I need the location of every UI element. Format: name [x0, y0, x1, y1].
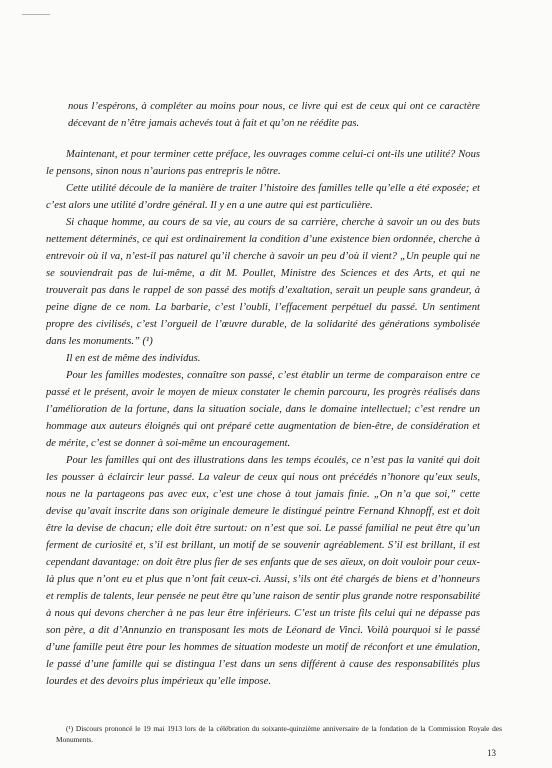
footnote: (¹) Discours prononcé le 19 mai 1913 lors de la célébration du soixante-quinzième anniversaire de la fondation de la Commission Royale des Monuments. [56, 724, 502, 744]
paragraph-utility-question: Maintenant, et pour terminer cette préface, les ouvrages comme celui-ci ont-ils une utilité? Nous le pensons, sinon nous n’aurions pas entrepris le nôtre. [46, 149, 480, 177]
scan-mark [22, 14, 50, 15]
paragraph-individuals: Il en est de même des individus. [66, 353, 201, 364]
paragraph-utility-general: Cette utilité découle de la manière de traiter l’histoire des familles telle qu’elle a été exposée; et c’est alors une utilité d’ordre général. Il y en a une autre qui est particulière. [46, 183, 480, 211]
page-number: 13 [487, 748, 496, 758]
paragraph-modest-families: Pour les familles modestes, connaître son passé, c’est établir un terme de comparaison entre ce passé et le présent, avoir le moyen de mieux constater le chemin parcouru, les progrès réalisés dans l’amélioration de la fortune, dans la situation sociale, dans le domaine intellectuel; c’est rendre un hommage aux auteurs éloignés qui ont préparé cette augmentation de bien-être, de considération et de mérite, c’est se donner à soi-même un encouragement. [46, 370, 480, 449]
paragraph-illustrious-families: Pour les familles qui ont des illustrations dans les temps écoulés, ce n’est pas la vanité qui doit les pousser à éclaircir leur passé. La valeur de ceux qui nous ont précédés n’honore qu’eux seuls, nous ne la partageons pas avec eux, c’est une chose à tout jamais finie. „On n’a que soi,” cette devise qu’avait inscrite dans son originale demeure le distingué peintre Fernand Khnopff, est et doit être la devise de chacun; elle doit être surtout: on n’est que soi. Le passé familial ne peut être qu’un ferment de curiosité et, s’il est brillant, un motif de se souvenir agréablement. S’il est brillant, il est cependant davantage: on doit être plus fier de ses enfants que de ses aïeux, on doit vouloir pour ceux-là plus que n’ont eu et plus que n’ont fait ceux-ci. Aussi, s’ils ont été chargés de biens et d’honneurs et remplis de talents, leur pensée ne peut être qu’une raison de sentir plus grande notre responsabilité à nous qui devons chercher à ne pas leur être inférieurs. C’est un triste fils celui qui ne dépasse pas son père, a dit d’Annunzio en transposant les mots de Léonard de Vinci. Voilà pourquoi si le passé d’une famille peut être pour les hommes de situation modeste un motif de réconfort et une émulation, le passé d’une famille qui se distingua l’est dans un sens différent à cause des responsabilités plus lourdes et des devoirs plus impérieux qu’elle impose. [46, 455, 480, 687]
paragraph-continuation: nous l’espérons, à compléter au moins pour nous, ce livre qui est de ceux qui ont ce caractère décevant de n’être jamais achevés tout à fait et qu’on ne réédite pas. [68, 101, 480, 129]
paragraph-each-man: Si chaque homme, au cours de sa vie, au cours de sa carrière, cherche à savoir un ou des buts nettement déterminés, ce qui est ordinairement la condition d’une existence bien ordonnée, cherche à entrevoir où il va, n’est-il pas naturel qu’il cherche à savoir un peu d’où il vient? „Un peuple qui ne se souviendrait pas de lui-même, a dit M. Poullet, Ministre des Sciences et des Arts, et qui ne trouverait pas dans le rappel de son passé des motifs d’exaltation, serait un peuple sans grandeur, à peine digne de ce nom. La barbarie, c’est l’oubli, l’effacement perpétuel du passé. Un sentiment propre des civilisés, c’est l’orgueil de l’œuvre durable, de la solidarité des générations symbolisée dans les monuments.” (¹) [46, 217, 480, 347]
